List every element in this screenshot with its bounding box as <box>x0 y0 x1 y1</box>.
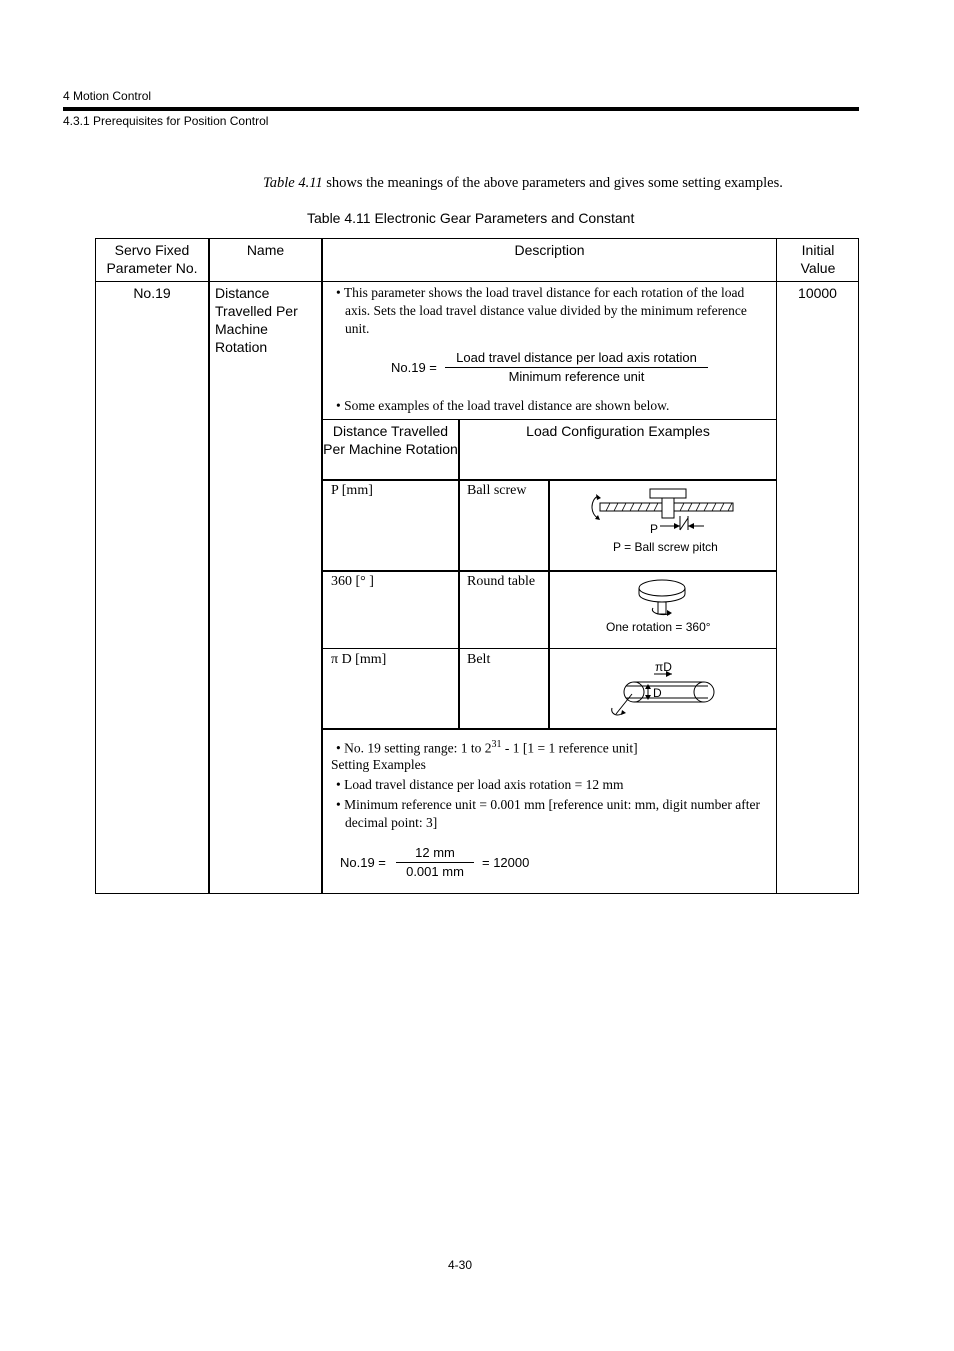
example-belt-type: Belt <box>467 652 491 667</box>
example-ballscrew-type: Ball screw <box>467 483 527 498</box>
ballscrew-figure <box>588 484 738 546</box>
setting-bullet-2: • Minimum reference unit = 0.001 mm [reference unit: mm, digit number after decimal point: 3] <box>336 797 760 830</box>
param-no-cell: No.19 <box>133 285 171 301</box>
example-roundtable-distance: 360 [° ] <box>331 574 374 589</box>
setting-bullet-1: • Load travel distance per load axis rotation = 12 mm <box>336 777 624 792</box>
formula1-numerator: Load travel distance per load axis rotation <box>456 350 697 365</box>
table-caption: Table 4.11 Electronic Gear Parameters and Constant <box>307 210 635 226</box>
section-header: 4.3.1 Prerequisites for Position Control <box>63 114 269 128</box>
page-number: 4-30 <box>448 1258 473 1272</box>
initial-value-cell: 10000 <box>798 285 837 301</box>
formula2-lhs: No.19 = <box>340 855 386 870</box>
belt-label-d: D <box>653 686 662 700</box>
formula2-denominator: 0.001 mm <box>406 864 464 879</box>
roundtable-caption: One rotation = 360° <box>606 620 711 634</box>
example-ballscrew-distance: P [mm] <box>331 483 373 498</box>
param-name-cell: Distance Travelled Per Machine Rotation <box>215 285 298 355</box>
formula2-numerator: 12 mm <box>415 845 455 860</box>
formula1-lhs: No.19 = <box>391 360 437 375</box>
chapter-header: 4 Motion Control <box>63 89 152 103</box>
table-reference: Table 4.11 <box>263 175 323 191</box>
col-header-param-no: Servo Fixed Parameter No. <box>106 242 198 276</box>
col-header-description: Description <box>514 242 585 258</box>
example-roundtable-type: Round table <box>467 574 536 589</box>
ballscrew-label-p: P <box>650 522 659 536</box>
col-header-name: Name <box>246 242 285 258</box>
description-bullet-1: • This parameter shows the load travel distance for each rotation of the load axis. Sets the load travel distance value divided by the minimum reference unit. <box>336 285 747 336</box>
intro-paragraph <box>263 175 783 192</box>
ballscrew-caption: P = Ball screw pitch <box>613 540 718 554</box>
belt-label-pid: πD <box>655 660 672 674</box>
setting-examples-title: Setting Examples <box>331 757 426 772</box>
subcol-header-load-config: Load Configuration Examples <box>526 423 710 439</box>
description-bullet-2: • Some examples of the load travel distance are shown below. <box>336 398 670 413</box>
subcol-header-distance: Distance Travelled Per Machine Rotation <box>323 423 458 457</box>
setting-range: • No. 19 setting range: 1 to $2^{31} - 1$ [1 = 1 reference unit] <box>336 739 638 756</box>
col-header-initial-value: Initial Value <box>800 242 836 276</box>
example-belt-distance: π D [mm] <box>331 652 387 667</box>
header-rule <box>63 107 859 111</box>
roundtable-figure <box>636 578 692 620</box>
intro-text: shows the meanings of the above parameters and gives some setting examples. <box>322 175 783 191</box>
formula2-result: = 12000 <box>482 855 530 870</box>
formula1-denominator: Minimum reference unit <box>508 369 645 384</box>
